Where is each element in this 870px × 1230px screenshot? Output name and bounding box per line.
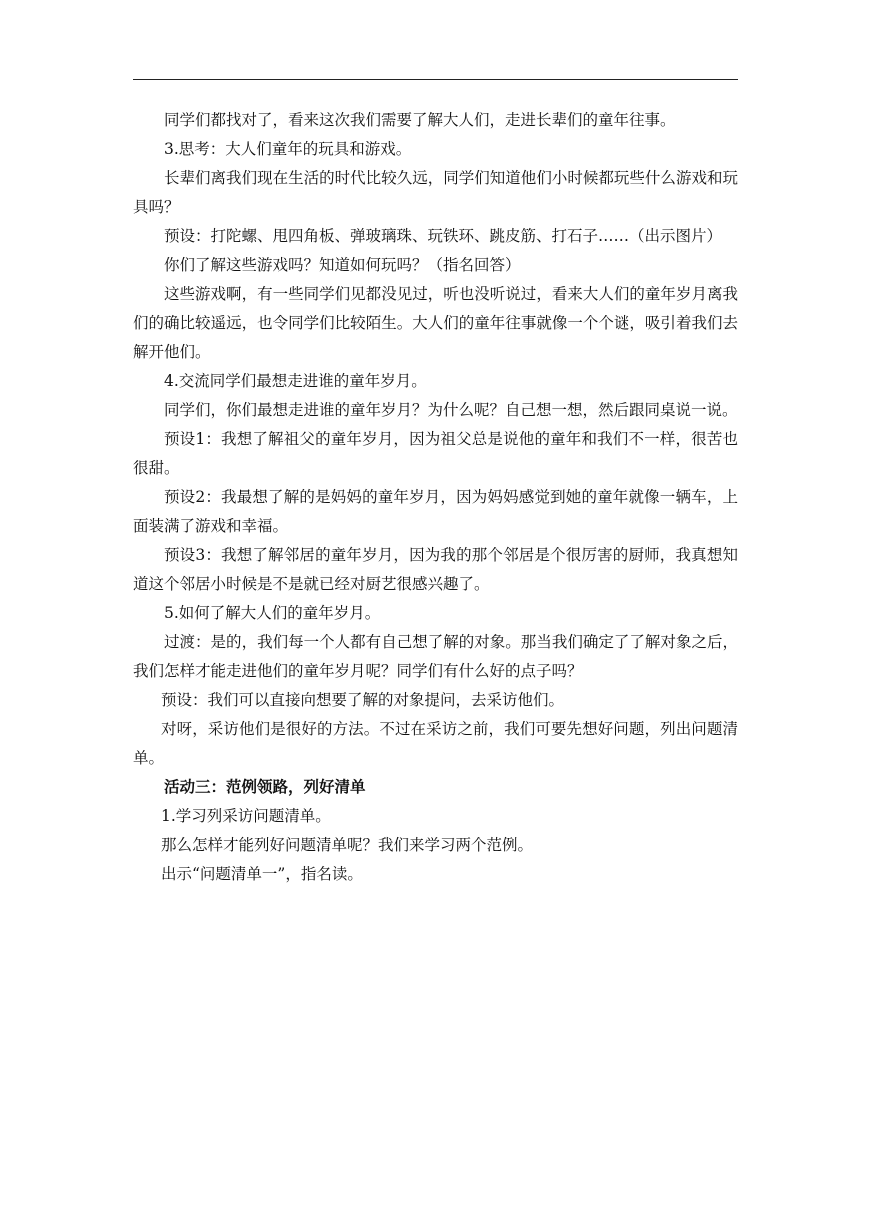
paragraph: 出示“问题清单一”，指名读。 [161,865,363,883]
activity-heading: 活动三：范例领路，列好清单 [164,778,366,796]
section-heading: 5.如何了解大人们的童年岁月。 [164,604,381,622]
header-rule [133,79,738,80]
paragraph: 对呀，采访他们是很好的方法。不过在采访之前，我们可要先想好问题，列出问题清单。 [133,720,738,767]
paragraph: 这些游戏啊，有一些同学们见都没见过，听也没听说过，看来大人们的童年岁月离我们的确比较遥远，也令同学们比较陌生。大人们的童年往事就像一个个谜，吸引着我们去解开他们。 [133,285,738,361]
paragraph: 预设2：我最想了解的是妈妈的童年岁月，因为妈妈感觉到她的童年就像一辆车，上面装满了游戏和幸福。 [133,488,738,535]
paragraph: 同学们，你们最想走进谁的童年岁月？为什么呢？自己想一想，然后跟同桌说一说。 [164,401,738,419]
paragraph: 过渡：是的，我们每一个人都有自己想了解的对象。那当我们确定了了解对象之后，我们怎样才能走进他们的童年岁月呢？同学们有什么好的点子吗？ [133,633,738,680]
section-heading: 1.学习列采访问题清单。 [161,807,331,825]
paragraph: 预设3：我想了解邻居的童年岁月，因为我的那个邻居是个很厉害的厨师，我真想知道这个邻居小时候是不是就已经对厨艺很感兴趣了。 [133,546,738,593]
section-heading: 4.交流同学们最想走进谁的童年岁月。 [164,372,427,390]
paragraph: 预设：我们可以直接向想要了解的对象提问，去采访他们。 [161,691,565,709]
paragraph: 那么怎样才能列好问题清单呢？我们来学习两个范例。 [161,836,534,854]
paragraph: 你们了解这些游戏吗？知道如何玩吗？（指名回答） [164,256,521,274]
document-body [133,106,738,889]
paragraph: 长辈们离我们现在生活的时代比较久远，同学们知道他们小时候都玩些什么游戏和玩具吗？ [133,169,738,216]
paragraph: 预设：打陀螺、甩四角板、弹玻璃珠、玩铁环、跳皮筋、打石子……（出示图片） [164,227,723,245]
paragraph: 同学们都找对了，看来这次我们需要了解大人们，走进长辈们的童年往事。 [164,111,676,129]
paragraph: 预设1：我想了解祖父的童年岁月，因为祖父总是说他的童年和我们不一样，很苦也很甜。 [133,430,738,477]
section-heading: 3.思考：大人们童年的玩具和游戏。 [164,140,412,158]
